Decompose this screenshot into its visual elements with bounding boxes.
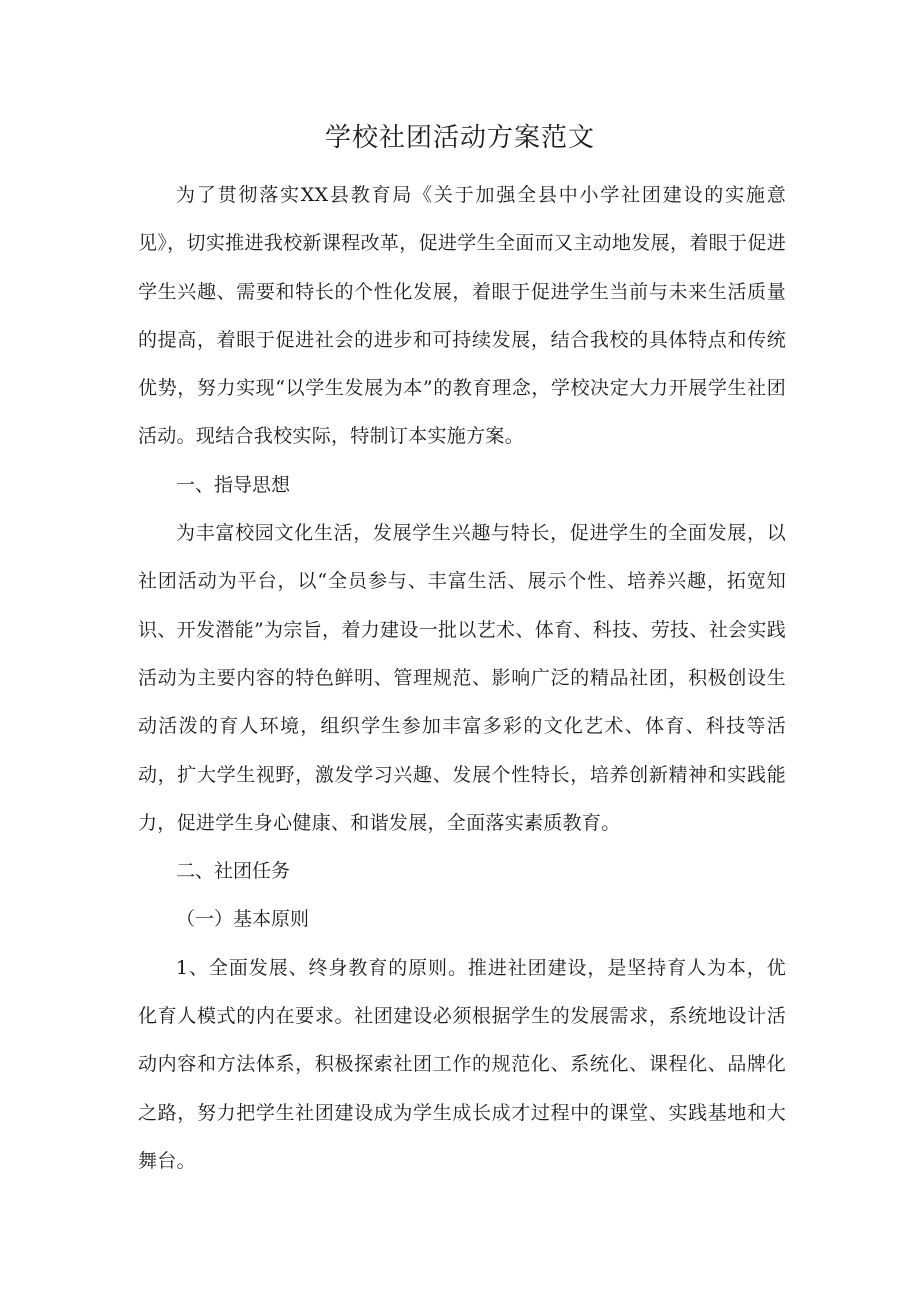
document-body	[138, 171, 786, 1185]
intro-paragraph: 为了贯彻落实XX县教育局《关于加强全县中小学社团建设的实施意见》，切实推进我校新课程改革，促进学生全面而又主动地发展，着眼于促进学生兴趣、需要和特长的个性化发展，着眼于促进学生当前与未来生活质量的提高，着眼于促进社会的进步和可持续发展，结合我校的具体特点和传统优势，努力实现“以学生发展为本”的教育理念，学校决定大力开展学生社团活动。现结合我校实际，特制订本实施方案。	[138, 184, 786, 448]
section-heading-club-tasks: 二、社团任务	[176, 860, 291, 883]
section-heading-guiding-ideology: 一、指导思想	[176, 473, 291, 496]
guiding-ideology-paragraph: 为丰富校园文化生活，发展学生兴趣与特长，促进学生的全面发展，以社团活动为平台，以“全员参与、丰富生活、展示个性、培养兴趣，拓宽知识、开发潜能”为宗旨，着力建设一批以艺术、体育、科技、劳技、社会实践活动为主要内容的特色鲜明、管理规范、影响广泛的精品社团，积极创设生动活泼的育人环境，组织学生参加丰富多彩的文化艺术、体育、科技等活动，扩大学生视野，激发学习兴趣、发展个性特长，培养创新精神和实践能力，促进学生身心健康、和谐发展，全面落实素质教育。	[138, 522, 786, 834]
principle-1-paragraph: 1、全面发展、终身教育的原则。推进社团建设，是坚持育人为本，优化育人模式的内在要求。社团建设必须根据学生的发展需求，系统地设计活动内容和方法体系，积极探索社团工作的规范化、系统化、课程化、品牌化之路，努力把学生社团建设成为学生成长成才过程中的课堂、实践基地和大舞台。	[138, 956, 786, 1172]
subsection-heading-basic-principles: （一）基本原则	[176, 908, 310, 931]
document-title: 学校社团活动方案范文	[324, 123, 595, 153]
